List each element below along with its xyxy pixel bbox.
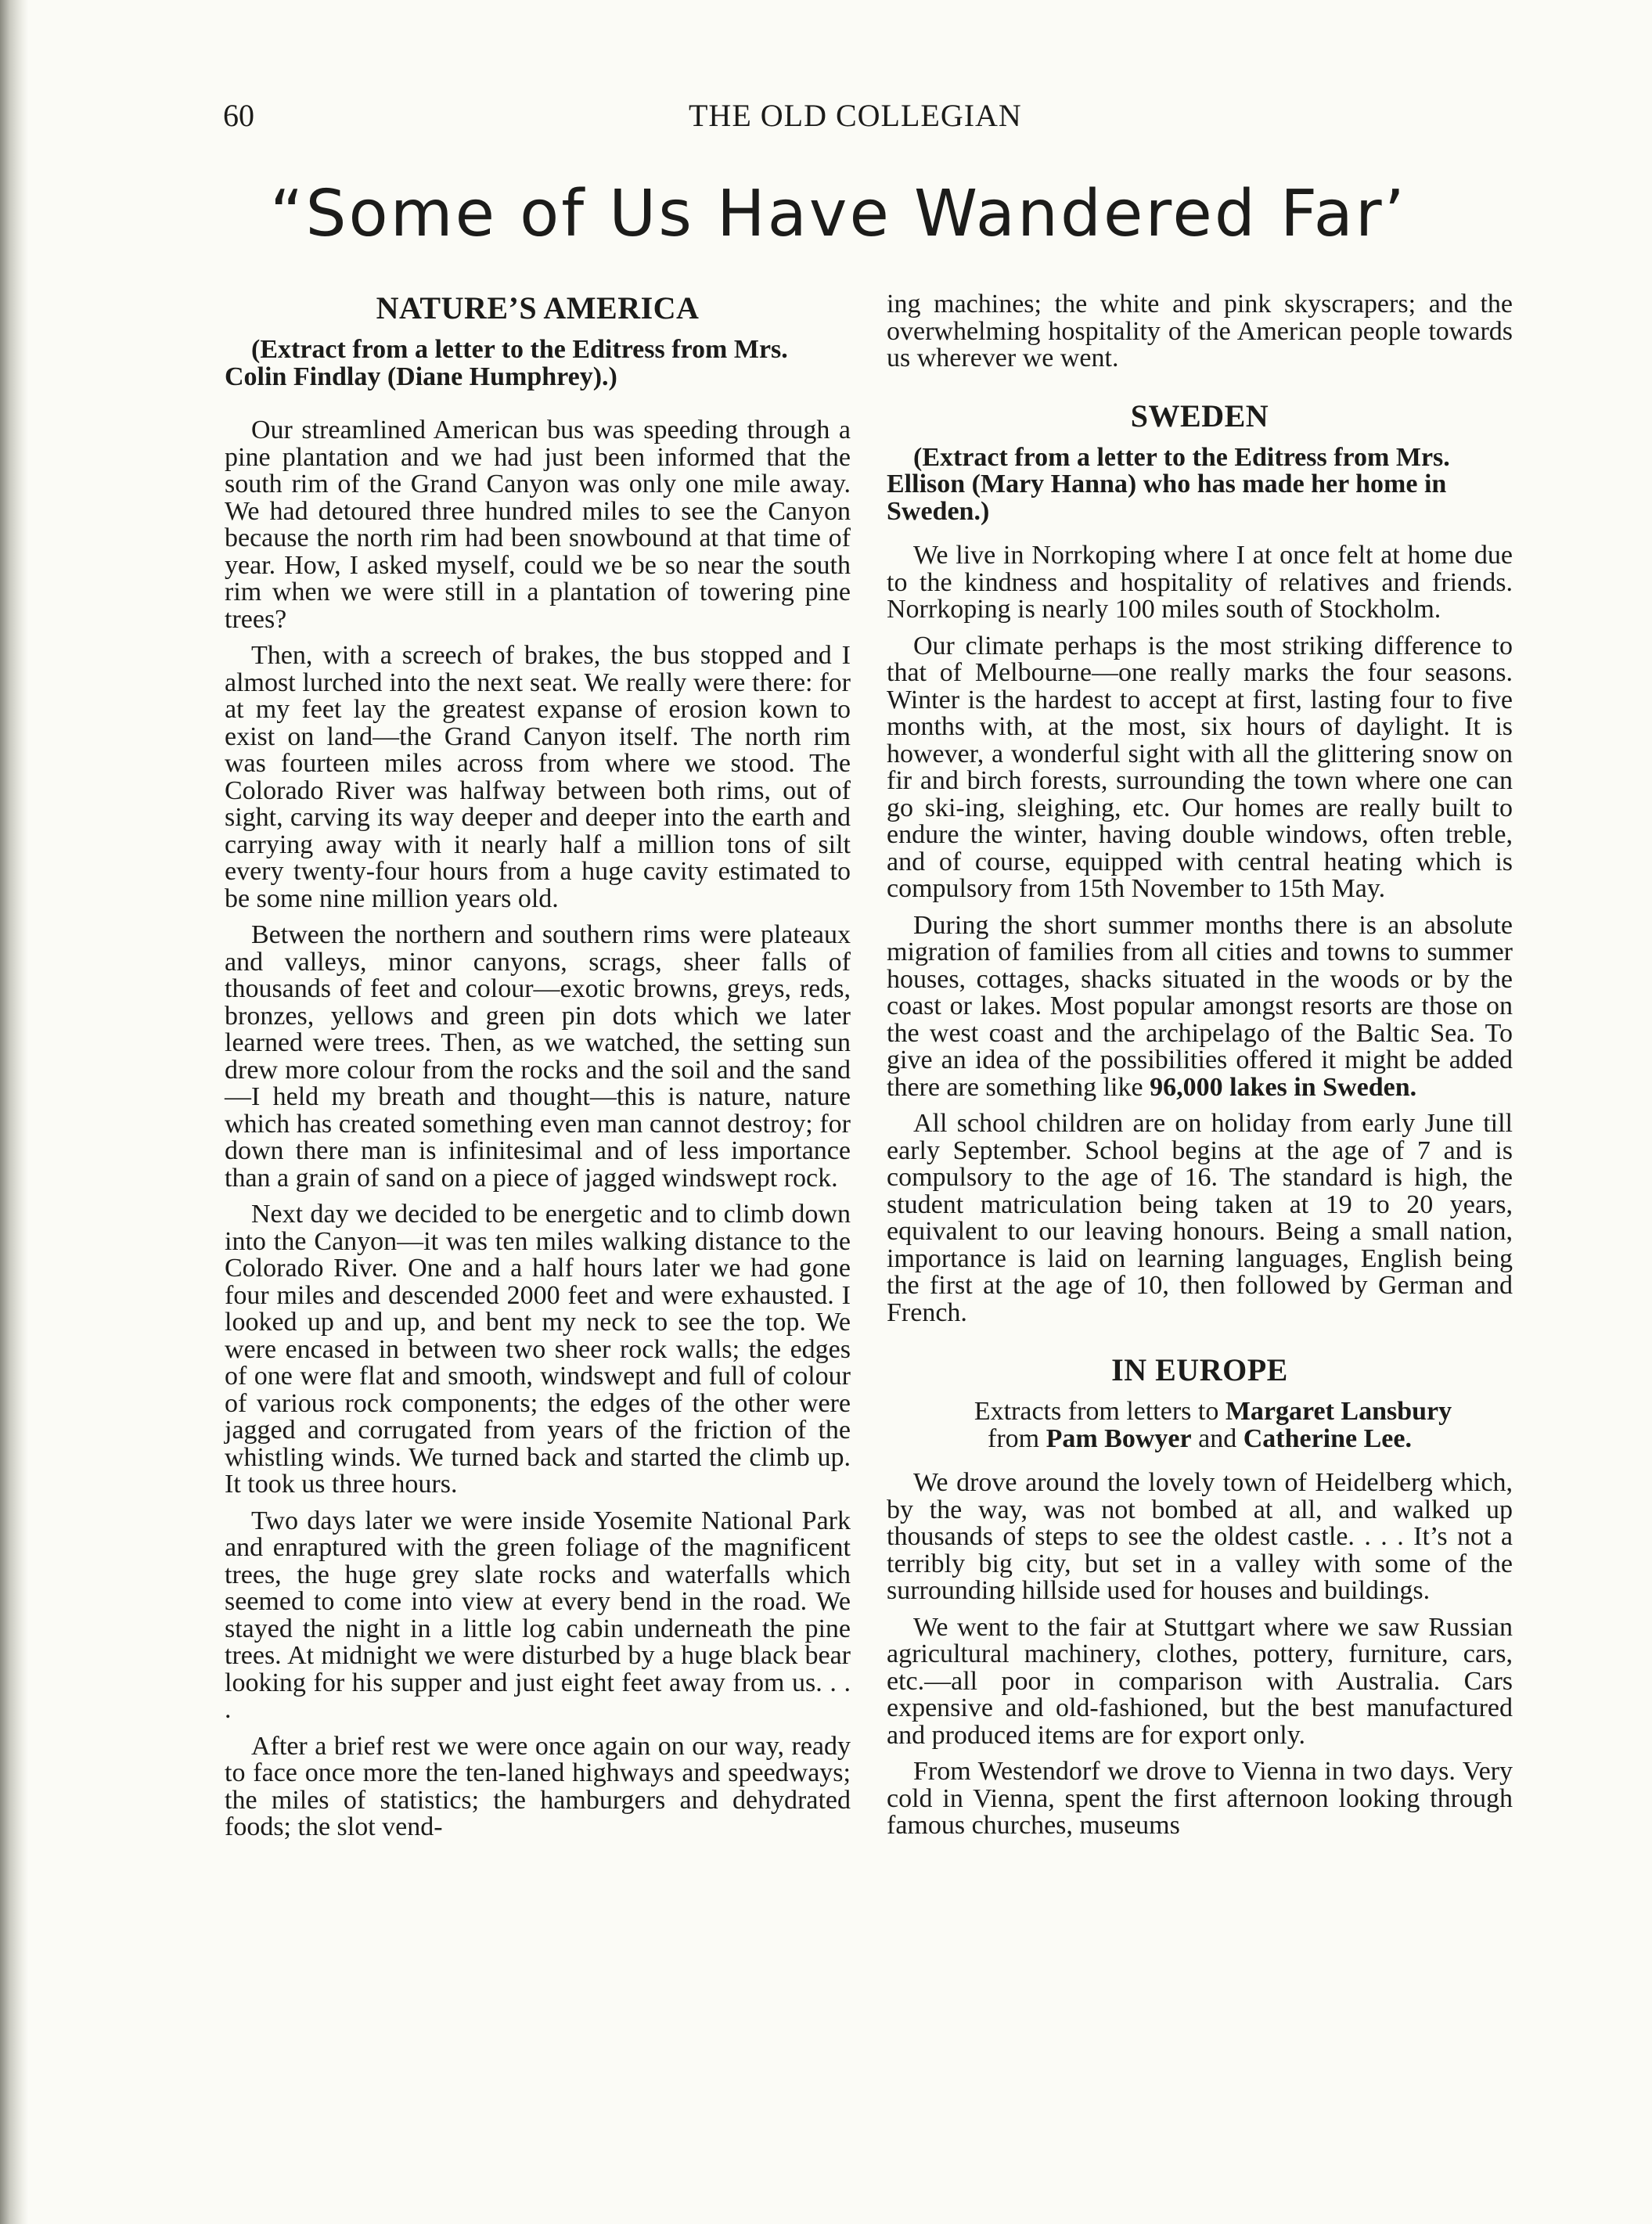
- intro-and: and: [1198, 1423, 1237, 1453]
- continuation-paragraph: ing machines; the white and pink skyscrapers; and the overwhelming hospitality of the American people towards us wherever we went.: [887, 290, 1513, 372]
- right-column: [887, 291, 1513, 1840]
- paragraph: From Westendorf we drove to Vienna in two days. Very cold in Vienna, spent the first afternoon looking through famous churches, museums: [887, 1757, 1513, 1840]
- left-column: [225, 291, 851, 1841]
- paragraph: Next day we decided to be energetic and to climb down into the Canyon—it was ten miles walking distance to the Colorado River. One and a half hours later we had gone four miles and descended 2000 feet and were exhausted. I looked up and up, and bent my neck to see the top. We were encased in between two sheer rock walls; the edges of one were flat and smooth, windswept and full of colour of various rock components; the edges of the other were jagged and corrugated from years of the friction of the whistling winds. We turned back and started the climb up. It took us three hours.: [225, 1200, 851, 1499]
- running-head: THE OLD COLLEGIAN: [689, 98, 1022, 133]
- paragraph: All school children are on holiday from early June till early September. School begins at the age of 7 and is compulsory to the age of 16. The standard is high, the student matriculation being taken at 19 to 20 years, equivalent to our leaving honours. Being a small nation, importance is laid on learning languages, English being the first at the age of 10, then followed by German and French.: [887, 1109, 1513, 1327]
- paragraph: After a brief rest we were once again on our way, ready to face once more the ten-laned highways and speedways; the miles of statistics; the hamburgers and dehydrated foods; the slot vend-: [225, 1731, 851, 1841]
- intro-name-catherine: Catherine Lee.: [1243, 1423, 1412, 1453]
- intro-from: from: [988, 1423, 1040, 1453]
- paragraph: Two days later we were inside Yosemite National Park and enraptured with the green foliage of the magnificent trees, the huge grey slate rocks and waterfalls which seemed to come into view at every bend in the road. We stayed the night in a little log cabin underneath the pine trees. At midnight we were disturbed by a huge black bear looking for his supper and just eight feet away from us. . . .: [225, 1506, 851, 1724]
- intro-name-pam: Pam Bowyer: [1046, 1423, 1192, 1453]
- section-intro-sweden: (Extract from a letter to the Editress from Mrs. Ellison (Mary Hanna) who has made her home in Sweden.): [887, 442, 1450, 526]
- intro-prefix: Extracts from letters to: [974, 1397, 1219, 1426]
- paragraph: Then, with a screech of brakes, the bus stopped and I almost lurched into the next seat. We really were there: for at my feet lay the greatest expanse of erosion kown to exist on land—the Grand Canyon itself. The north rim was fourteen miles across from where we stood. The Colorado River was halfway between both rims, out of sight, carving its way deeper and deeper into the earth and carrying away with it nearly half a million tons of silt every twenty-four hours from a huge cavity estimated to be some nine million years old.: [225, 641, 851, 913]
- paragraph: [887, 912, 1513, 1102]
- paragraph: We went to the fair at Stuttgart where we saw Russian agricultural machinery, clothes, pottery, furniture, cars, etc.—all poor in comparison with Australia. Cars expensive and old-fashioned, but the best manufactured and produced items are for export only.: [887, 1612, 1513, 1750]
- page-number: 60: [223, 98, 254, 133]
- lakes-highlight: 96,000 lakes in Sweden.: [1150, 1072, 1417, 1102]
- intro-name-margaret: Margaret Lansbury: [1225, 1397, 1452, 1426]
- section-intro-natures-america: (Extract from a letter to the Editress from Mrs. Colin Findlay (Diane Humphrey).): [225, 335, 788, 391]
- paragraph: We drove around the lovely town of Heidelberg which, by the way, was not bombed at all, and walked up thousands of steps to see the oldest castle. . . . It’s not a terribly big city, but set in a valley with some of the surrounding hillside used for houses and buildings.: [887, 1468, 1513, 1605]
- section-intro-in-europe: [887, 1398, 1513, 1452]
- paragraph: Our climate perhaps is the most striking difference to that of Melbourne—one really marks the four seasons. Winter is the hardest to accept at first, lasting four to five months with, at the most, six hours of daylight. It is however, a wonderful sight with all the glittering snow on fir and birch forests, surrounding the town where one can go ski-ing, sleighing, etc. Our homes are really built to endure the winter, having double windows, often treble, and of course, equipped with central heating which is compulsory from 15th November to 15th May.: [887, 631, 1513, 903]
- section-title-in-europe: IN EUROPE: [1111, 1352, 1288, 1387]
- paragraph: We live in Norrkoping where I at once felt at home due to the kindness and hospitality of relatives and friends. Norrkoping is nearly 100 miles south of Stockholm.: [887, 541, 1513, 624]
- paragraph: Our streamlined American bus was speeding through a pine plantation and we had just been informed that the south rim of the Grand Canyon was only one mile away. We had detoured three hundred miles to see the Canyon because the north rim had been snowbound at that time of year. How, I asked myself, could we be so near the south rim when we were still in a plantation of towering pine trees?: [225, 416, 851, 634]
- section-title-natures-america: NATURE’S AMERICA: [376, 290, 700, 326]
- paragraph: Between the northern and southern rims were plateaux and valleys, minor canyons, scrags, sheer falls of thousands of feet and colour—exotic browns, greys, reds, bronzes, yellows and green pin dots which we later learned were trees. Then, as we watched, the setting sun drew more colour from the rocks and the soil and the sand—I held my breath and thought—this is nature, nature which has created something even man cannot destroy; for down there man is infinitesimal and of less importance than a grain of sand on a piece of jagged windswept rock.: [225, 920, 851, 1193]
- page-binding-shadow: [0, 0, 28, 2224]
- section-title-sweden: SWEDEN: [1130, 398, 1269, 434]
- summer-text: During the short summer months there is an absolute migration of families from all cities and towns to summer houses, cottages, shacks situated in the woods or by the coast or lakes. Most popular amongst resorts are those on the west coast and the archipelago of the Baltic Sea. To give an idea of the possibilities offered it might be added there are something like: [887, 910, 1513, 1102]
- article-title: “Some of Us Have Wandered Far’: [270, 177, 1407, 251]
